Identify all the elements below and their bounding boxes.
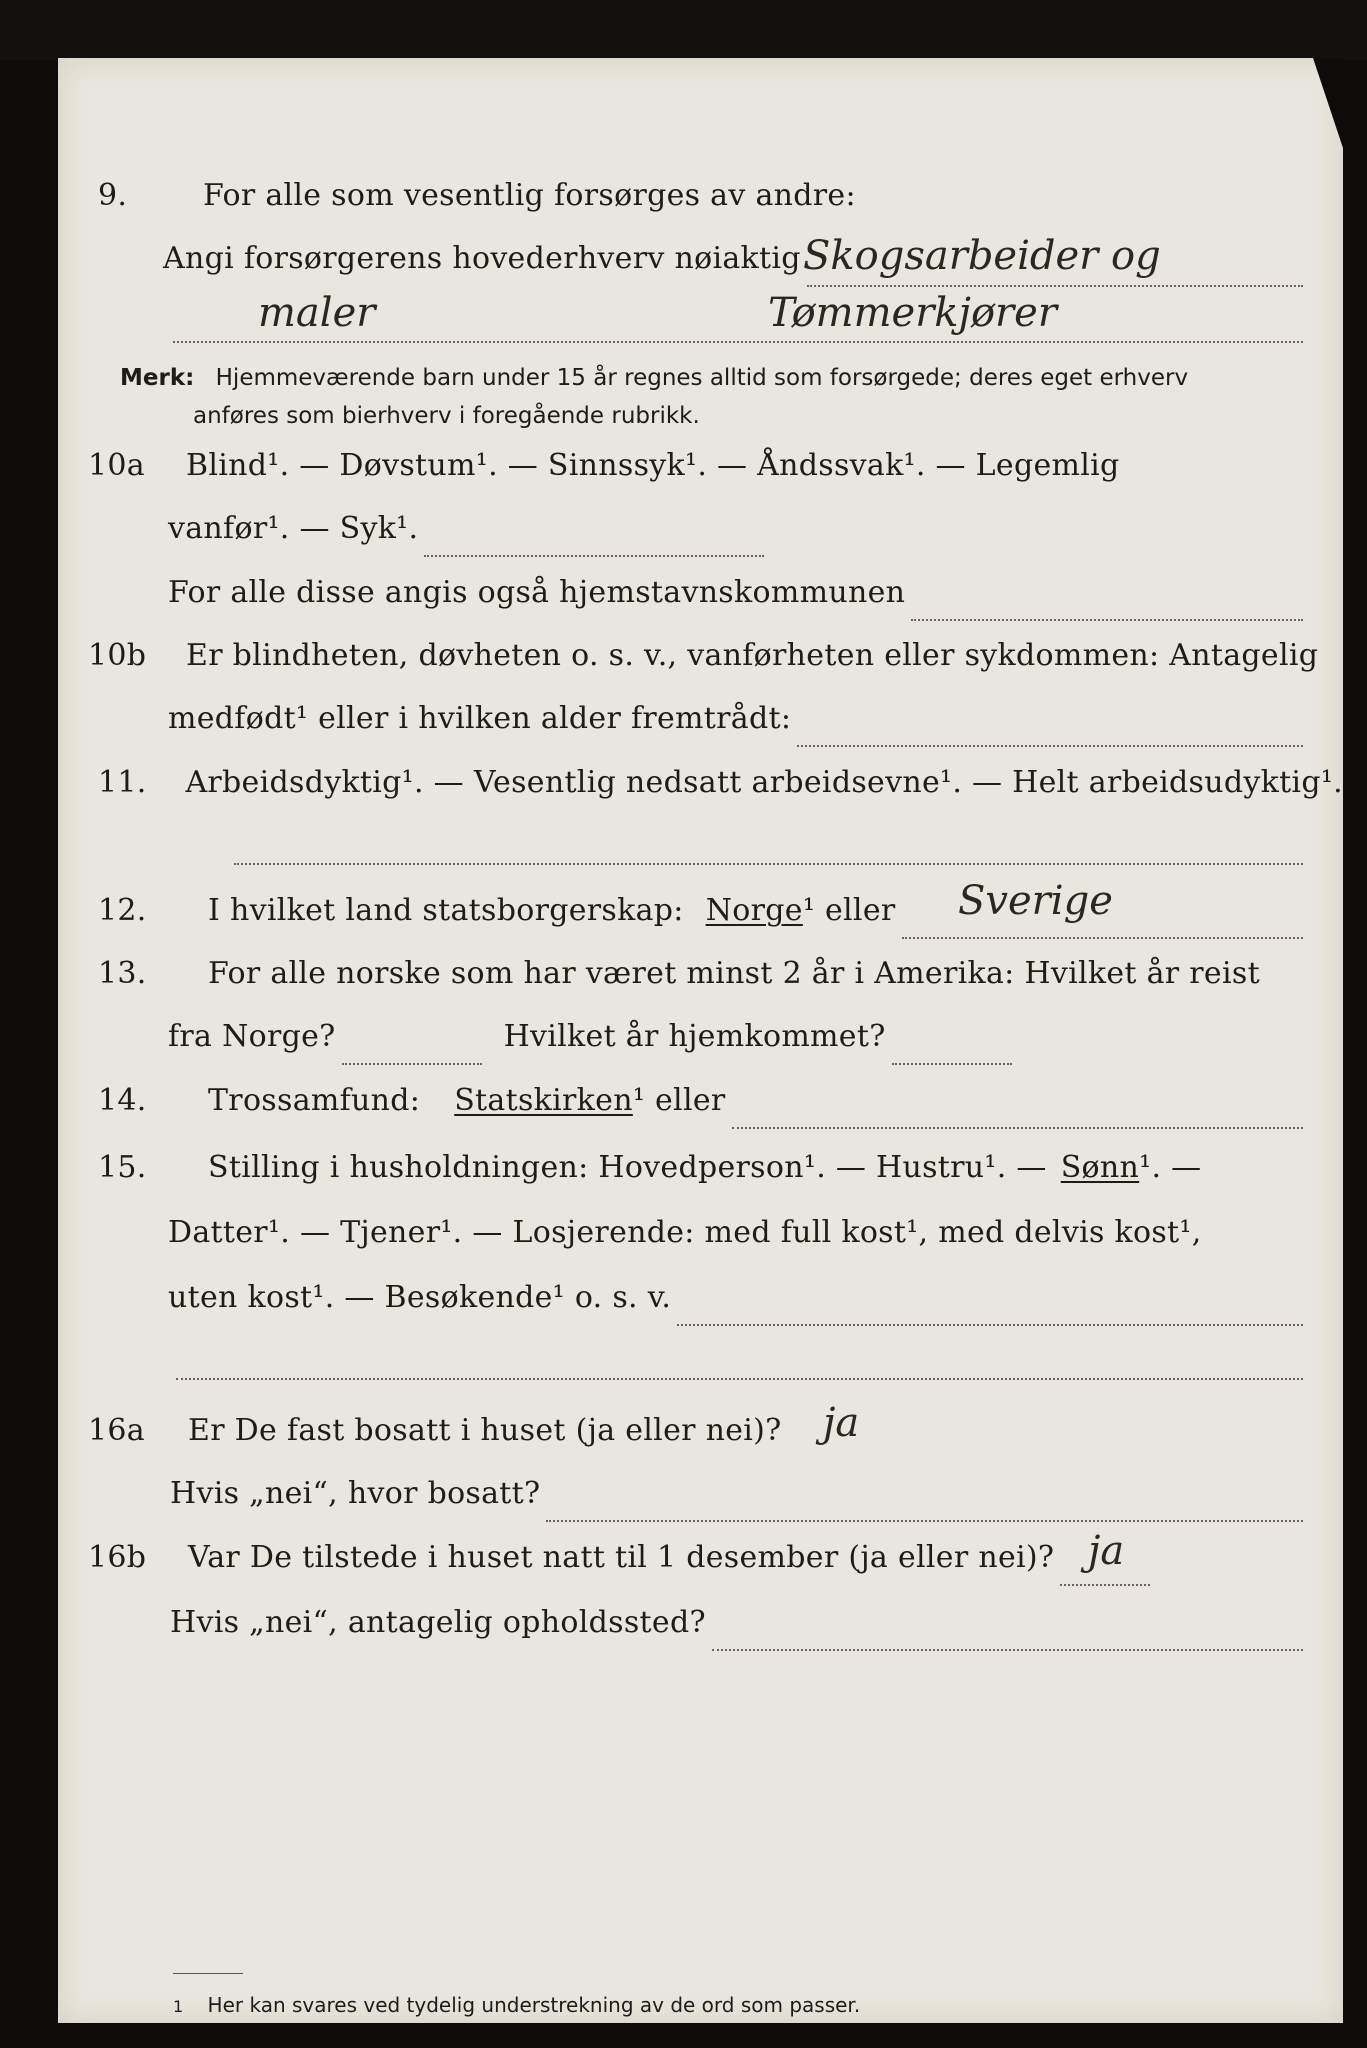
q14-line1 [58,1083,1343,1143]
q15-line3 [58,1280,1343,1340]
q13-line2b: Hvilket år hjemkommet? [503,1019,886,1054]
q9-answer-line [807,279,1303,287]
q16b-answer-line [1060,1578,1150,1586]
q15-line2-text: Datter¹. — Tjener¹. — Losjerende: med full kost¹, med delvis kost¹, [168,1215,1202,1250]
footnote-rule [173,1973,243,1974]
q9-answer-line2 [173,341,1303,343]
q13-return-line [892,1057,1012,1065]
q16a-answer: ja [823,1400,860,1446]
q14-pre: Trossamfund: [208,1083,421,1118]
q15-line1 [58,1150,1343,1210]
q15-answer-line [677,1318,1303,1326]
q16b-line2-text: Hvis „nei“, antagelig opholdssted? [170,1605,706,1640]
q12-norge: Norge [705,893,803,928]
q15-sonn: Sønn [1060,1150,1140,1185]
q16b-line1 [58,1540,1343,1600]
q10a-line2 [58,511,1343,571]
q14-number: 14. [98,1083,147,1118]
q15-line3-text: uten kost¹. — Besøkende¹ o. s. v. [168,1280,672,1315]
q10b-line1 [58,638,1343,698]
q13-line1-text: For alle norske som har været minst 2 år i Amerika: Hvilket år reist [208,956,1260,991]
q10b-line2-text: medfødt¹ eller i hvilken alder fremtrådt: [168,701,792,736]
q10b-age-line [797,739,1303,747]
q9-answer-c: Tømmerkjører [768,290,1057,336]
q16b-line2 [58,1605,1343,1665]
q14-statskirken: Statskirken [454,1083,633,1118]
merk-line2: anføres som bierhverv i foregående rubrikk. [193,403,700,429]
q12-pre: I hvilket land statsborgerskap: [208,893,684,928]
q9-text: For alle som vesentlig forsørges av andre: [203,178,856,213]
q12-answer-line [902,931,1303,939]
q12-number: 12. [98,893,147,928]
q10b-line1-text: Er blindheten, døvheten o. s. v., vanførheten eller sykdommen: Antagelig [186,638,1319,673]
q10b-line2 [58,701,1343,761]
q16a-residence-line [546,1514,1303,1522]
q15-line2 [58,1215,1343,1275]
merk-label: Merk: [120,365,195,391]
folded-corner [1313,58,1343,148]
q9-answer-a: Skogsarbeider og [803,233,1161,279]
merk-line1: Hjemmeværende barn under 15 år regnes alltid som forsørgede; deres eget erhverv [215,365,1189,391]
q16b-line1-text: Var De tilstede i huset natt til 1 desember (ja eller nei)? [188,1540,1055,1575]
q10a-line3-text: For alle disse angis også hjemstavnskommunen [168,575,906,610]
merk-note-line1 [120,365,1188,391]
footnote-mark: 1 [173,1997,184,2016]
q15-line1b: ¹. — [1139,1150,1202,1185]
q13-number: 13. [98,956,147,991]
footnote-text: Her kan svares ved tydelig understrekning av de ord som passer. [207,1993,861,2017]
q13-line2 [58,1019,1343,1079]
q9-answer-b: maler [258,290,376,336]
q9-line1 [58,178,1343,238]
q11-blank-line [234,863,1303,865]
q9-text2: Angi forsørgerens hovederhverv nøiaktig [163,241,801,276]
q9-number: 9. [98,178,128,213]
q16a-line1-text: Er De fast bosatt i huset (ja eller nei)? [188,1413,782,1448]
q16b-answer: ja [1088,1528,1125,1574]
q16a-line2 [58,1476,1343,1536]
q10a-line1 [58,448,1343,508]
q12-post: ¹ eller [802,893,896,928]
q14-post: ¹ eller [632,1083,726,1118]
q10a-line3 [58,575,1343,635]
q16b-location-line [712,1643,1303,1651]
q11-line1 [58,765,1343,825]
q12-line1 [58,893,1343,953]
q10b-number: 10b [88,638,147,673]
q15-blank-line [176,1378,1303,1380]
census-form-page [58,58,1343,2023]
q16b-number: 16b [88,1540,147,1575]
footnote [173,1993,860,2017]
q10a-home-line [911,613,1303,621]
q10a-line2-text: vanfør¹. — Syk¹. [168,511,419,546]
q11-number: 11. [98,765,147,800]
q11-line1-text: Arbeidsdyktig¹. — Vesentlig nedsatt arbeidsevne¹. — Helt arbeidsudyktig¹. [185,765,1343,800]
q16a-line2-text: Hvis „nei“, hvor bosatt? [170,1476,541,1511]
q12-answer: Sverige [958,878,1113,924]
q10a-number: 10a [88,448,145,483]
q13-line2a: fra Norge? [168,1019,336,1054]
q10a-line1-text: Blind¹. — Døvstum¹. — Sinnssyk¹. — Åndssvak¹. — Legemlig [186,448,1120,483]
scan-top-edge [0,0,1367,60]
q10a-sick-line [424,549,764,557]
q15-number: 15. [98,1150,147,1185]
q16a-number: 16a [88,1413,145,1448]
q13-left-line [342,1057,482,1065]
q16a-line1 [58,1413,1343,1473]
q13-line1 [58,956,1343,1016]
q14-answer-line [732,1121,1303,1129]
q15-line1a: Stilling i husholdningen: Hovedperson¹. — Hustru¹. — [208,1150,1047,1185]
